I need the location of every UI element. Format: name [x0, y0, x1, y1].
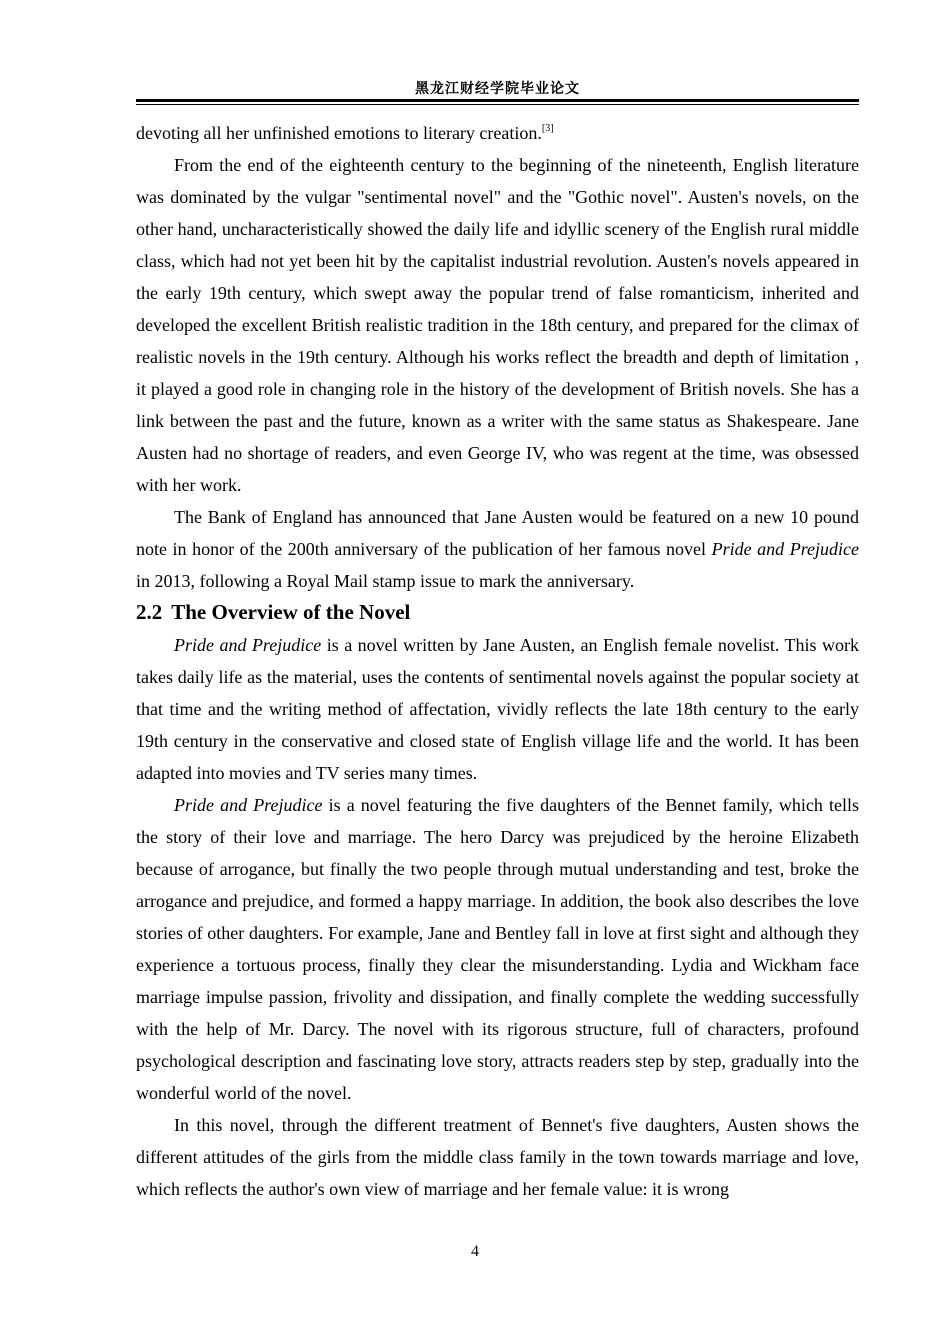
page-number: 4 [471, 1243, 479, 1260]
paragraph-marriage-view: In this novel, through the different treatment of Bennet's five daughters, Austen shows the different attitudes of the girls from the middle class family in the town towards marriage and love, which reflects the author's own view of marriage and her female value: it is wrong [136, 1115, 859, 1199]
section-title: The Overview of the Novel [171, 600, 411, 624]
paragraph-novel-overview [136, 629, 859, 789]
citation-reference: [3] [541, 123, 554, 134]
header-rule-thick [136, 99, 859, 102]
paragraph-text: is a novel written by Jane Austen, an English female novelist. This work takes daily life as the material, uses the contents of sentimental novels against the popular society at that time and the writing method of affectation, vividly reflects the late 18th century to the early 19th century in the conservative and closed state of English village life and the world. It has been adapted into movies and TV series many times. [136, 635, 860, 783]
paragraph-text: devoting all her unfinished emotions to literary creation. [136, 123, 542, 143]
paragraph-text: The Bank of England has announced that Jane Austen would be featured on a new 10 pound note in honor of the 200th anniversary of the publication of her famous novel [136, 507, 859, 559]
header-rule-thin [136, 104, 859, 105]
novel-title: Pride and Prejudice [174, 795, 323, 815]
paragraph-bank-note [136, 501, 859, 597]
paragraph-continuation [136, 117, 859, 149]
novel-title: Pride and Prejudice [174, 635, 322, 655]
novel-title: Pride and Prejudice [711, 539, 860, 559]
section-number: 2.2 [136, 600, 163, 624]
paragraph-text: is a novel featuring the five daughters of the Bennet family, which tells the story of their love and marriage. The hero Darcy was prejudiced by the heroine Elizabeth because of arrogance, but finally the two people through mutual understanding and test, broke the arrogance and prejudice, and formed a happy marriage. In addition, the book also describes the love stories of other daughters. For example, Jane and Bentley fall in love at first sight and although they experience a tortuous process, finally they clear the misunderstanding. Lydia and Wickham face marriage impulse passion, frivolity and dissipation, and finally complete the wedding successfully with the help of Mr. Darcy. The novel with its rigorous structure, full of characters, profound psychological description and fascinating love story, attracts readers step by step, gradually into the wonderful world of the novel. [136, 795, 859, 1103]
paragraph-literary-context: From the end of the eighteenth century to the beginning of the nineteenth, English literature was dominated by the vulgar "sentimental novel" and the "Gothic novel". Austen's novels, on the other hand, uncharacteristically showed the daily life and idyllic scenery of the English rural middle class, which had not yet been hit by the capitalist industrial revolution. Austen's novels appeared in the early 19th century, which swept away the popular trend of false romanticism, inherited and developed the excellent British realistic tradition in the 18th century, and prepared for the climax of realistic novels in the 19th century. Although his works reflect the breadth and depth of limitation , it played a good role in changing role in the history of the development of British novels. She has a link between the past and the future, known as a writer with the same status as Shakespeare. Jane Austen had no shortage of readers, and even George IV, who was regent at the time, was obsessed with her work. [136, 155, 859, 495]
body-text [136, 117, 859, 1205]
running-header: 黑龙江财经学院毕业论文 [415, 81, 580, 97]
paragraph-text: in 2013, following a Royal Mail stamp issue to mark the anniversary. [136, 571, 635, 591]
paragraph-novel-plot [136, 789, 859, 1109]
section-heading [136, 597, 859, 627]
